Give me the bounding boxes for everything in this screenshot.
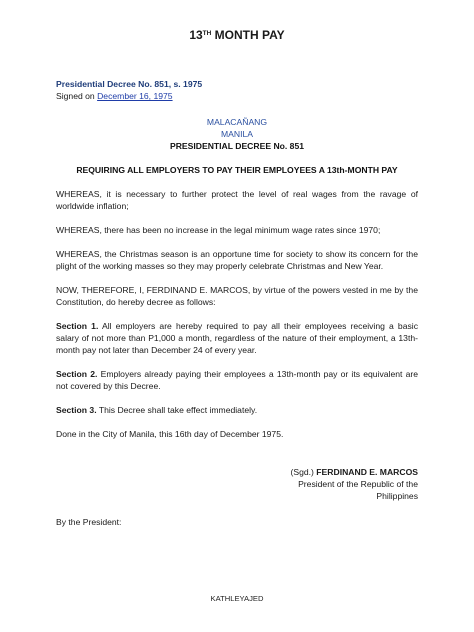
signatory-line	[56, 466, 418, 478]
sgd-prefix: (Sgd.)	[290, 467, 317, 477]
whereas-clause-3: WHEREAS, the Christmas season is an opportune time for society to show its concern for the plight of the working masses so they may properly celebrate Christmas and New Year.	[56, 249, 418, 271]
whereas-clause-1: WHEREAS, it is necessary to further protect the level of real wages from the ravage of worldwide inflation;	[56, 189, 418, 211]
section-2-text: Employers already paying their employees a 13th-month pay or its equivalent are not covered by this Decree.	[56, 369, 419, 391]
section-3	[56, 404, 418, 416]
title-number: 13	[189, 28, 203, 42]
decree-heading: Presidential Decree No. 851, s. 1975	[56, 79, 203, 89]
signed-line	[56, 90, 418, 102]
document-title	[56, 28, 418, 42]
section-1-label: Section 1.	[56, 321, 99, 331]
section-3-text: This Decree shall take effect immediately.	[96, 405, 258, 415]
section-1	[56, 320, 418, 356]
section-2	[56, 368, 418, 392]
malacanang-label: MALACAÑANG	[206, 117, 268, 127]
now-therefore-clause: NOW, THEREFORE, I, FERDINAND E. MARCOS, by virtue of the powers vested in me by the Constitution, do hereby decree as follows:	[56, 285, 418, 307]
section-1-text: All employers are hereby required to pay all their employees receiving a basic salary of not more than P1,000 a month, regardless of the nature of their employment, a 13th-month pay not later than December 24 of every year.	[56, 321, 418, 355]
signatory-title-line-2: Philippines	[376, 491, 418, 501]
decree-number: PRESIDENTIAL DECREE No. 851	[169, 141, 305, 151]
signature-block	[56, 466, 418, 502]
section-2-label: Section 2.	[56, 369, 98, 379]
page-footer: KATHLEYAJED	[210, 594, 264, 603]
signatory-title-line-1: President of the Republic of the	[298, 479, 418, 489]
signed-date-link[interactable]: December 16, 1975	[97, 91, 173, 101]
signed-prefix: Signed on	[56, 91, 98, 101]
title-superscript: TH	[202, 30, 212, 37]
decree-subject: REQUIRING ALL EMPLOYERS TO PAY THEIR EMPLOYEES A 13th-MONTH PAY	[76, 165, 398, 175]
done-in-statement: Done in the City of Manila, this 16th day of December 1975.	[56, 429, 284, 439]
signatory-name: FERDINAND E. MARCOS	[316, 467, 418, 477]
whereas-clause-2: WHEREAS, there has been no increase in the legal minimum wage rates since 1970;	[56, 225, 381, 235]
title-rest: MONTH PAY	[211, 28, 285, 42]
manila-label: MANILA	[221, 129, 253, 139]
section-3-label: Section 3.	[56, 405, 97, 415]
by-the-president: By the President:	[56, 517, 122, 527]
